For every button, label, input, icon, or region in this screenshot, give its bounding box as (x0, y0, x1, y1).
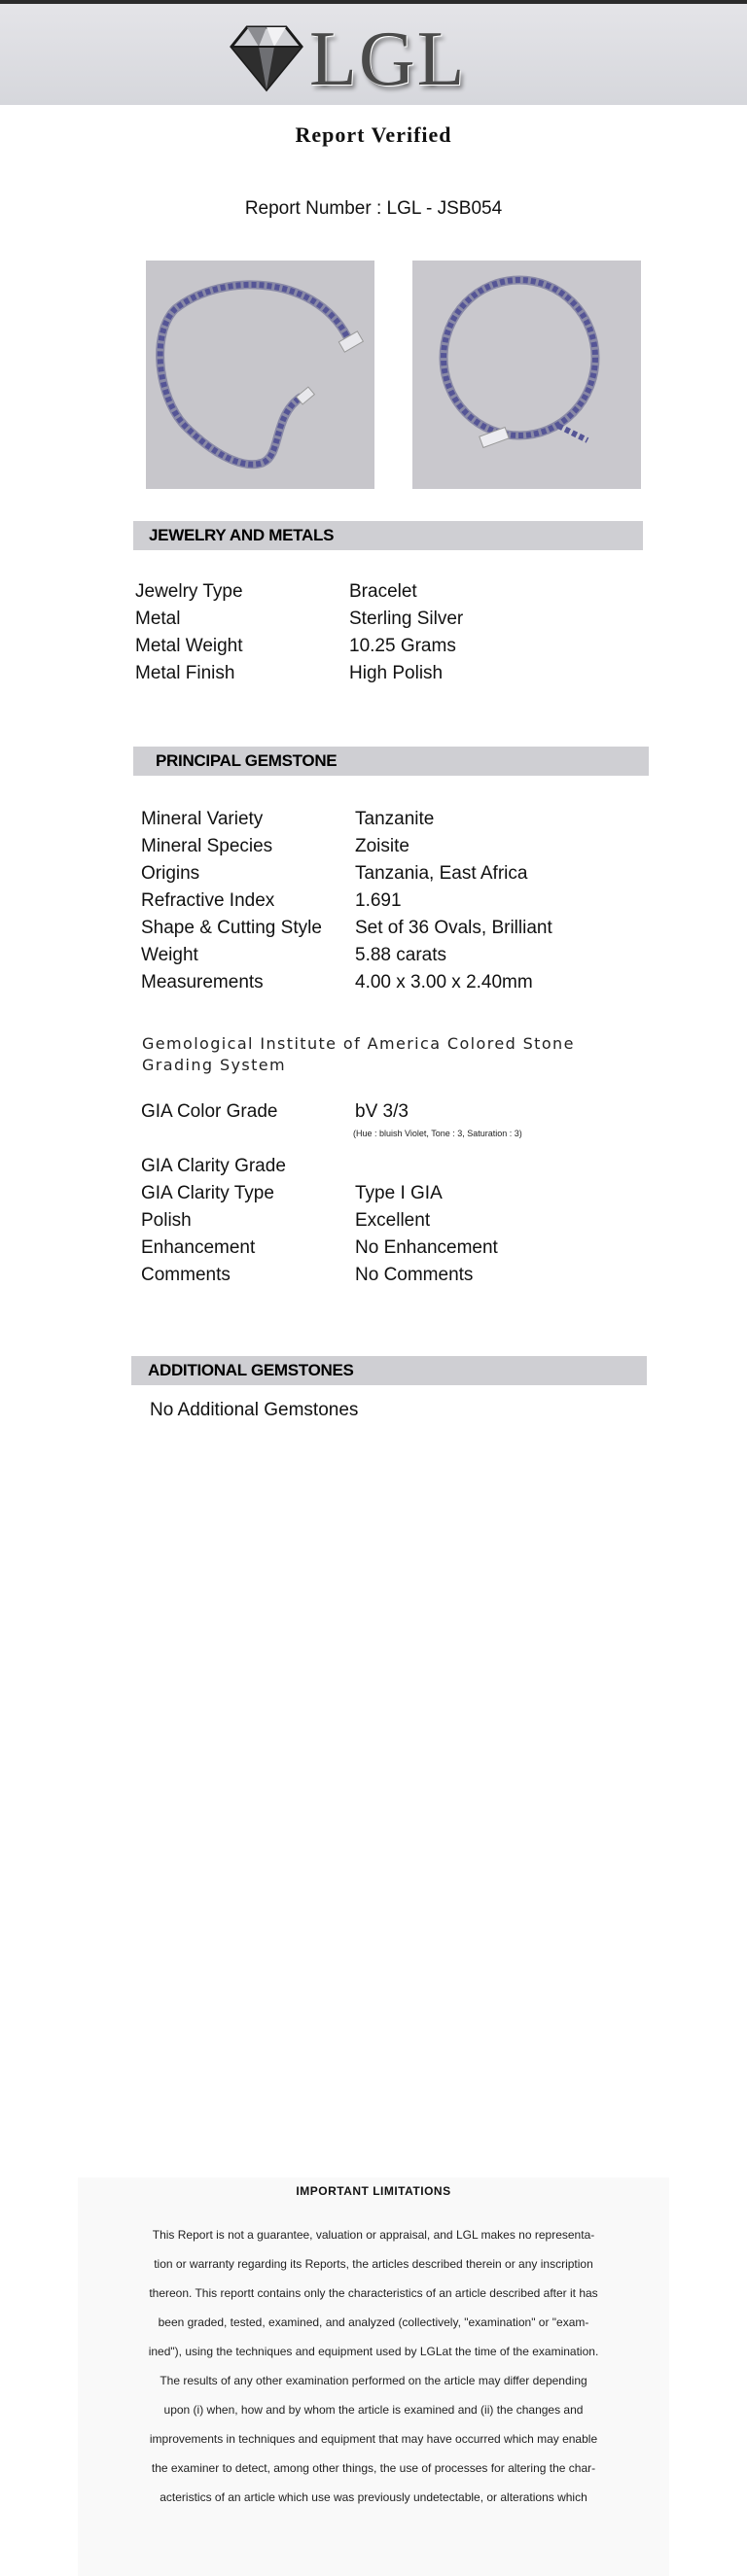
jewelry-metals-heading: JEWELRY AND METALS (133, 521, 643, 550)
gia-clarity-grade-label: GIA Clarity Grade (141, 1156, 286, 1176)
limitations-line: been graded, tested, examined, and analyzed (collectively, "examination" or "exam- (158, 2315, 589, 2329)
enhancement-label: Enhancement (141, 1237, 256, 1258)
limitations-heading: IMPORTANT LIMITATIONS (296, 2184, 451, 2198)
header-banner (0, 4, 747, 105)
mineral-variety-label: Mineral Variety (141, 809, 264, 829)
metal-weight-value: 10.25 Grams (349, 636, 456, 656)
origins-value: Tanzania, East Africa (355, 863, 528, 884)
mineral-species-label: Mineral Species (141, 836, 273, 856)
polish-value: Excellent (355, 1210, 431, 1231)
metal-weight-label: Metal Weight (135, 636, 243, 656)
page-title: Report Verified (295, 122, 452, 147)
metal-finish-value: High Polish (349, 663, 444, 683)
refractive-index-value: 1.691 (355, 890, 402, 911)
gia-grading-note: Gemological Institute of America Colored Stone Grading System (142, 1034, 575, 1074)
weight-label: Weight (141, 945, 198, 965)
gia-color-grade-value: bV 3/3 (355, 1101, 409, 1122)
limitations-line: This Report is not a guarantee, valuation or appraisal, and LGL makes no representa- (152, 2228, 595, 2242)
jewelry-type-label: Jewelry Type (135, 581, 243, 602)
limitations-line: improvements in techniques and equipment that may have occurred which may enable (149, 2432, 598, 2446)
gia-color-grade-label: GIA Color Grade (141, 1101, 278, 1122)
limitations-line: tion or warranty regarding its Reports, the articles described therein or any inscription (154, 2257, 593, 2271)
polish-label: Polish (141, 1210, 192, 1231)
logo-text: LGL (309, 17, 467, 102)
gia-clarity-type-label: GIA Clarity Type (141, 1183, 274, 1203)
limitations-line: the examiner to detect, among other things, the use of processes for altering the char- (151, 2461, 596, 2475)
bracelet-open-icon (146, 261, 374, 489)
refractive-index-label: Refractive Index (141, 890, 275, 911)
shape-cutting-value: Set of 36 Ovals, Brilliant (355, 918, 552, 938)
comments-value: No Comments (355, 1265, 474, 1285)
comments-label: Comments (141, 1265, 231, 1285)
bracelet-loop-icon (412, 261, 641, 489)
origins-label: Origins (141, 863, 200, 884)
limitations-line: upon (i) when, how and by whom the article is examined and (ii) the changes and (163, 2403, 584, 2417)
weight-value: 5.88 carats (355, 945, 446, 965)
color-grade-subnote: (Hue : bluish Violet, Tone : 3, Saturation : 3) (353, 1129, 522, 1138)
gia-clarity-type-value: Type I GIA (355, 1183, 443, 1203)
measurements-label: Measurements (141, 972, 264, 992)
bracelet-photo-1[interactable] (146, 261, 374, 489)
additional-gemstones-heading: ADDITIONAL GEMSTONES (131, 1356, 647, 1385)
limitations-line: The results of any other examination performed on the article may differ depending (160, 2374, 587, 2387)
report-number: Report Number : LGL - JSB054 (244, 198, 503, 219)
mineral-species-value: Zoisite (355, 836, 409, 856)
limitations-line: ined"), using the techniques and equipment used by LGLat the time of the examination. (148, 2345, 599, 2358)
jewelry-type-value: Bracelet (349, 581, 417, 602)
additional-gemstones-text: No Additional Gemstones (150, 1400, 359, 1420)
metal-value: Sterling Silver (349, 609, 464, 629)
enhancement-value: No Enhancement (355, 1237, 498, 1258)
lgl-logo[interactable] (226, 17, 479, 102)
principal-gemstone-heading: PRINCIPAL GEMSTONE (133, 747, 649, 776)
mineral-variety-value: Tanzanite (355, 809, 435, 829)
limitations-line: thereon. This reportt contains only the characteristics of an article described after it has (149, 2286, 598, 2300)
metal-finish-label: Metal Finish (135, 663, 235, 683)
limitations-line: acteristics of an article which use was previously undetectable, or alterations which (160, 2490, 587, 2504)
metal-label: Metal (135, 609, 181, 629)
diamond-icon (226, 17, 307, 95)
bracelet-photo-2[interactable] (412, 261, 641, 489)
measurements-value: 4.00 x 3.00 x 2.40mm (355, 972, 533, 992)
shape-cutting-label: Shape & Cutting Style (141, 918, 322, 938)
